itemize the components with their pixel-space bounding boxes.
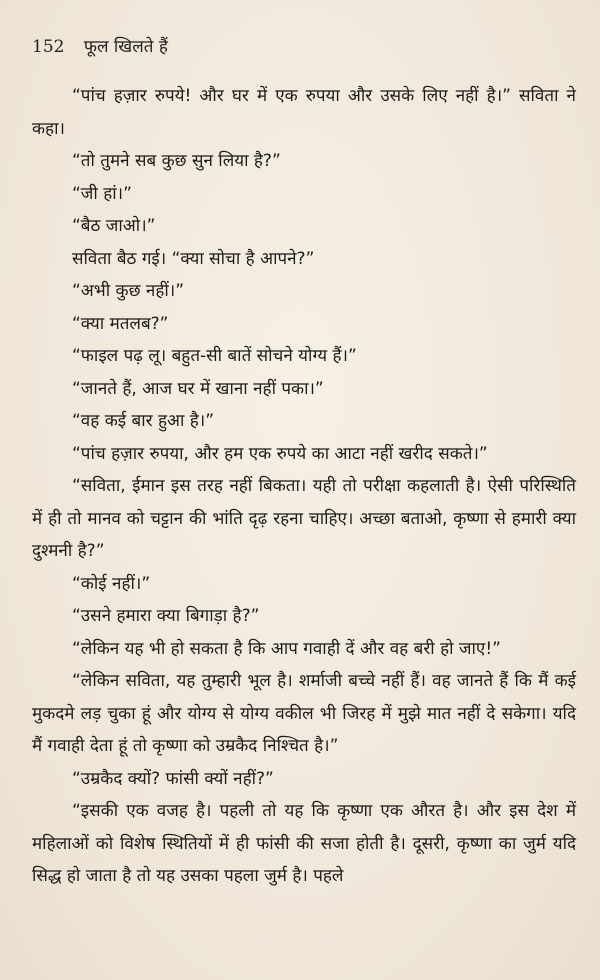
running-title: फूल खिलते हैं bbox=[83, 37, 168, 57]
paragraph: “वह कई बार हुआ है।” bbox=[72, 411, 215, 431]
paragraph: “क्या मतलब?” bbox=[72, 313, 169, 334]
paragraph: “तो तुमने सब कुछ सुन लिया है?” bbox=[72, 151, 281, 171]
body-text bbox=[32, 80, 576, 893]
paragraph: “बैठ जाओ।” bbox=[72, 216, 156, 236]
paragraph: “लेकिन यह भी हो सकता है कि आप गवाही दें और वह बरी हो जाए!” bbox=[72, 638, 501, 659]
paragraph: “उसने हमारा क्या बिगाड़ा है?” bbox=[72, 606, 260, 626]
page-number: 152 bbox=[32, 37, 65, 57]
paragraph: “जानते हैं, आज घर में खाना नहीं पका।” bbox=[72, 378, 324, 399]
paragraph: “पांच हज़ार रुपया, और हम एक रुपये का आटा नहीं खरीद सकते।” bbox=[72, 443, 488, 464]
paragraph: “सविता, ईमान इस तरह नहीं बिकता। यही तो परीक्षा कहलाती है। ऐसी परिस्थिति में ही तो मानव को चट्टान की भांति दृढ़ रहना चाहिए। अच्छा बताओ, कृष्णा से हमारी क्या दुश्मनी है?” bbox=[32, 476, 576, 561]
paragraph: “जी हां।” bbox=[72, 183, 132, 204]
paragraph: “उम्रकैद क्यों? फांसी क्यों नहीं?” bbox=[72, 768, 274, 789]
paragraph: “इसकी एक वजह है। पहली तो यह कि कृष्णा एक औरत है। और इस देश में महिलाओं को विशेष स्थितियों में ही फांसी की सजा होती है। दूसरी, कृष्णा का जुर्म यदि सिद्ध हो जाता है तो यह उसका पहला जुर्म है। पहले bbox=[32, 801, 576, 886]
page-header bbox=[32, 34, 168, 57]
paragraph: “अभी कुछ नहीं।” bbox=[72, 281, 185, 301]
paragraph: “पांच हज़ार रुपये! और घर में एक रुपया और उसके लिए नहीं है।” सविता ने कहा। bbox=[32, 86, 576, 139]
paragraph: “फाइल पढ़ लू। बहुत-सी बातें सोचने योग्य हैं।” bbox=[72, 346, 357, 366]
paragraph: सविता बैठ गई। “क्या सोचा है आपने?” bbox=[72, 248, 315, 269]
paragraph: “लेकिन सविता, यह तुम्हारी भूल है। शर्माजी बच्चे नहीं हैं। वह जानते हैं कि मैं कई मुकदमे लड़ चुका हूं और योग्य से योग्य वकील भी जिरह में मुझे मात नहीं दे सकेगा। यदि मैं गवाही देता हूं तो कृष्णा को उम्रकैद निश्चित है।” bbox=[32, 671, 576, 756]
paragraph: “कोई नहीं।” bbox=[72, 573, 151, 594]
